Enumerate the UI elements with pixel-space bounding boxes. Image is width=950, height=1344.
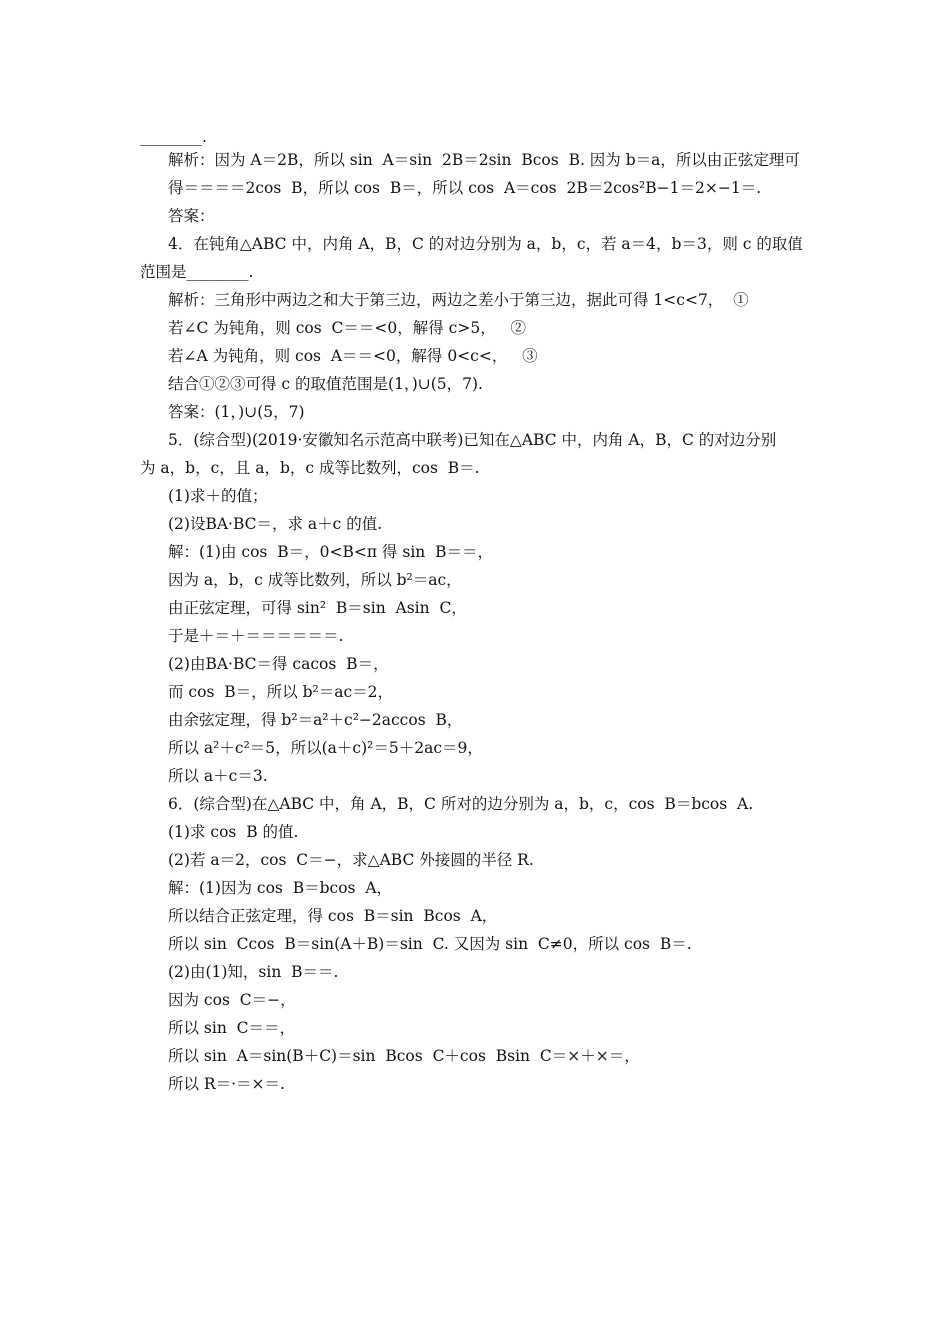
text-line: 所以 a²＋c²＝5，所以(a＋c)²＝5＋2ac＝9， xyxy=(168,739,483,757)
text-line: 所以 a＋c＝3. xyxy=(168,767,268,785)
text-line: 而 cos B＝，所以 b²＝ac＝2， xyxy=(168,683,393,701)
text-line: 5．(综合型)(2019·安徽知名示范高中联考)已知在△ABC 中，内角 A，B，C 的对边分别 xyxy=(168,431,777,449)
text-line: 所以 sin A＝sin(B＋C)＝sin Bcos C＋cos Bsin C＝×＋×＝， xyxy=(168,1047,640,1065)
text-line: 得＝＝＝＝2cos B，所以 cos B＝，所以 cos A＝cos 2B＝2cos²B−1＝2×−1＝. xyxy=(168,179,762,197)
text-line: 解析：因为 A＝2B，所以 sin A＝sin 2B＝2sin Bcos B. 因为 b＝a，所以由正弦定理可 xyxy=(168,151,800,169)
text-line: 解：(1)因为 cos B＝bcos A， xyxy=(168,879,393,897)
text-line: 所以 sin Ccos B＝sin(A＋B)＝sin C. 又因为 sin C≠0，所以 cos B＝. xyxy=(168,935,692,953)
text-line: (1)求＋的值； xyxy=(168,487,268,505)
text-line: 若∠A 为钝角，则 cos A＝＝<0，解得 0<c<， ③ xyxy=(168,347,538,365)
text-line: 若∠C 为钝角，则 cos C＝＝<0，解得 c>5， ② xyxy=(168,319,526,337)
text-line: 6．(综合型)在△ABC 中，角 A，B，C 所对的边分别为 a，b，c，cos B＝bcos A. xyxy=(168,795,754,813)
text-line: 4．在钝角△ABC 中，内角 A，B，C 的对边分别为 a，b，c，若 a＝4，b＝3，则 c 的取值 xyxy=(168,235,803,253)
text-line: (2)设BA·BC＝，求 a＋c 的值. xyxy=(168,515,383,533)
text-line: 范围是________. xyxy=(140,263,254,281)
text-line: 答案：(1，)∪(5，7) xyxy=(168,403,305,421)
text-line: 于是＋＝＋＝＝＝＝＝＝. xyxy=(168,627,344,645)
text-line: (1)求 cos B 的值. xyxy=(168,823,299,841)
text-line: (2)由BA·BC＝得 cacos B＝， xyxy=(168,655,389,673)
text-line: 由余弦定理，得 b²＝a²＋c²−2accos B， xyxy=(168,711,463,729)
text-line: 为 a，b，c，且 a，b，c 成等比数列，cos B＝. xyxy=(140,459,480,477)
text-line: 因为 a，b，c 成等比数列，所以 b²＝ac， xyxy=(168,571,462,589)
text-line: 所以 sin C＝＝， xyxy=(168,1019,296,1037)
text-line: 解：(1)由 cos B＝，0<B<π 得 sin B＝＝， xyxy=(168,543,494,561)
text-line: 由正弦定理，可得 sin² B＝sin Asin C， xyxy=(168,599,467,617)
text-line: 答案： xyxy=(168,207,215,225)
text-line: 结合①②③可得 c 的取值范围是(1，)∪(5，7). xyxy=(168,375,483,393)
text-line: 因为 cos C＝−， xyxy=(168,991,296,1009)
text-line: ________. xyxy=(140,128,207,146)
text-line: 所以结合正弦定理，得 cos B＝sin Bcos A， xyxy=(168,907,498,925)
text-line: (2)由(1)知，sin B＝＝. xyxy=(168,963,339,981)
text-line: 所以 R＝·＝×＝. xyxy=(168,1075,285,1093)
text-line: 解析：三角形中两边之和大于第三边，两边之差小于第三边，据此可得 1<c<7， ① xyxy=(168,291,749,309)
text-line: (2)若 a＝2，cos C＝−，求△ABC 外接圆的半径 R. xyxy=(168,851,534,869)
